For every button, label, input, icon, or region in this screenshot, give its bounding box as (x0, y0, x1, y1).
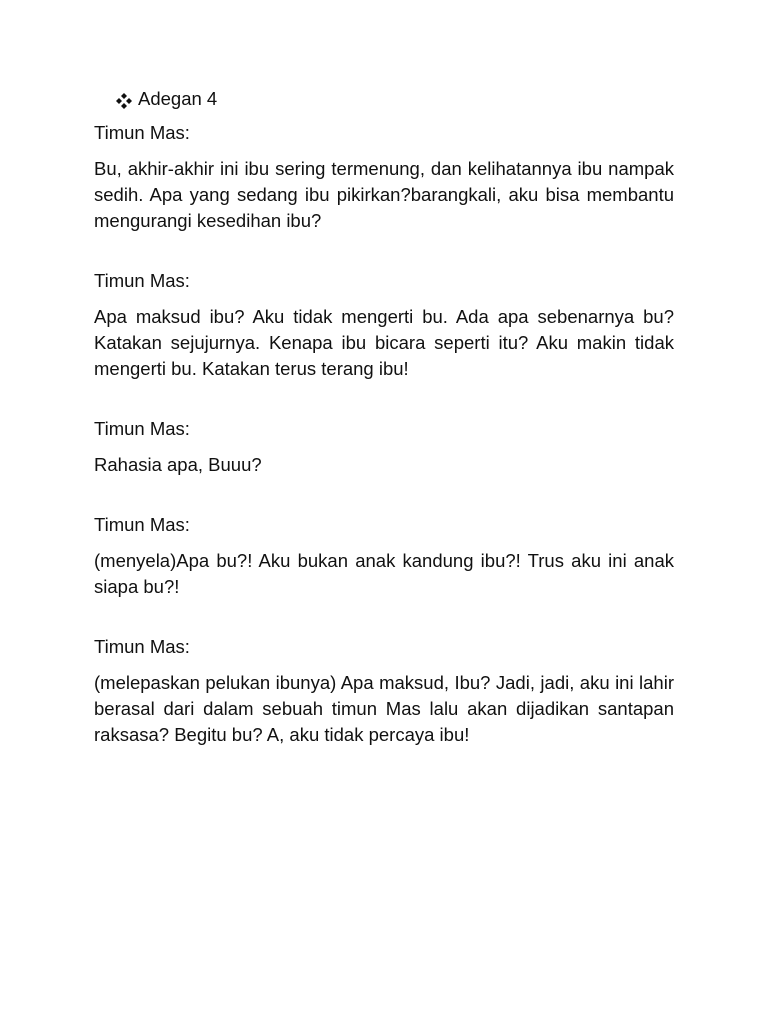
four-diamond-bullet-icon (116, 90, 132, 106)
dialogue-block (94, 120, 674, 234)
dialogue-block (94, 416, 674, 478)
dialogue-line: Apa maksud ibu? Aku tidak mengerti bu. Ada apa sebenarnya bu? Katakan sejujurnya. Kenapa ibu bicara seperti itu? Aku makin tidak mengerti bu. Katakan terus terang ibu! (94, 306, 674, 379)
document-page (94, 86, 674, 782)
dialogue-line: Bu, akhir-akhir ini ibu sering termenung, dan kelihatannya ibu nampak sedih. Apa yang sedang ibu pikirkan?barangkali, aku bisa membantu mengurangi kesedihan ibu? (94, 158, 674, 231)
dialogue-line: (melepaskan pelukan ibunya) Apa maksud, Ibu? Jadi, jadi, aku ini lahir berasal dari dalam sebuah timun Mas lalu akan dijadikan santapan raksasa? Begitu bu? A, aku tidak percaya ibu! (94, 672, 674, 745)
speaker-label: Timun Mas: (94, 514, 190, 535)
scene-heading (116, 86, 674, 112)
dialogue-line: (menyela)Apa bu?! Aku bukan anak kandung ibu?! Trus aku ini anak siapa bu?! (94, 550, 674, 597)
dialogue-block (94, 268, 674, 382)
speaker-label: Timun Mas: (94, 418, 190, 439)
dialogue-line: Rahasia apa, Buuu? (94, 454, 262, 475)
speaker-label: Timun Mas: (94, 636, 190, 657)
speaker-label: Timun Mas: (94, 270, 190, 291)
scene-title: Adegan 4 (138, 88, 218, 109)
dialogue-block (94, 512, 674, 600)
speaker-label: Timun Mas: (94, 122, 190, 143)
dialogue-block (94, 634, 674, 748)
